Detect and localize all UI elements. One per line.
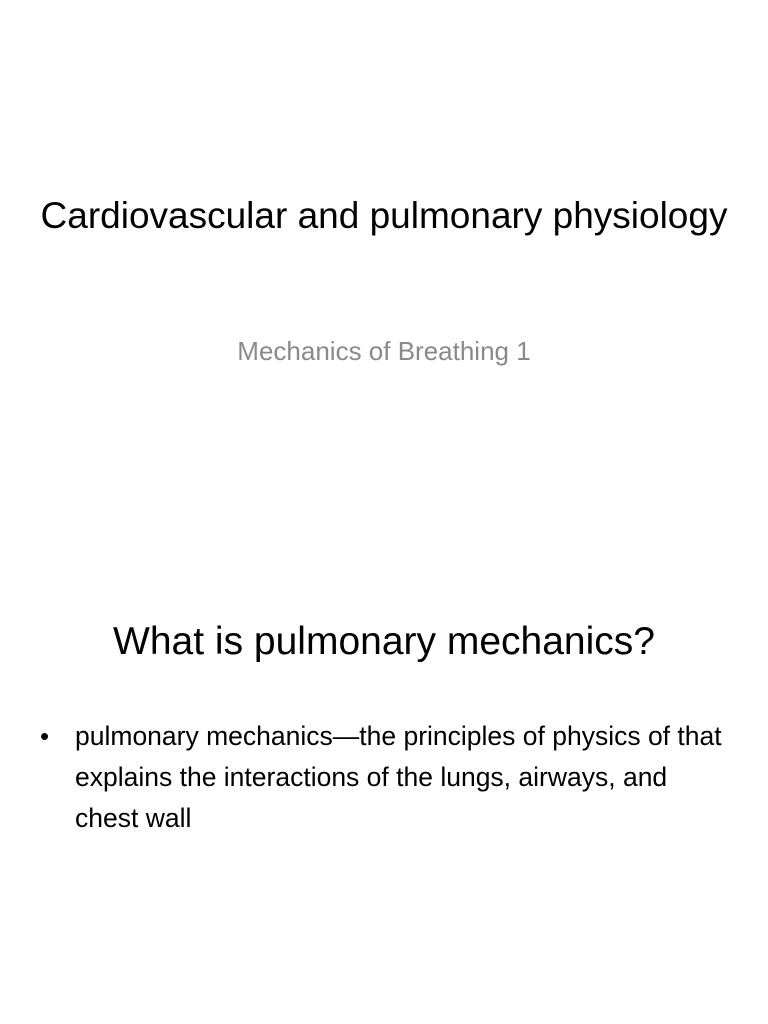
slide-2-title: What is pulmonary mechanics? — [113, 620, 655, 663]
bullet-list — [40, 716, 730, 839]
slide-1-subtitle: Mechanics of Breathing 1 — [237, 336, 531, 366]
bullet-text: pulmonary mechanics—the principles of physics of that explains the interactions of the lungs, airways, and chest wall — [75, 721, 722, 833]
bullet-icon: • — [40, 721, 50, 751]
slide-1-title-block — [40, 190, 728, 242]
bullet-item — [40, 716, 730, 839]
slide-1-title: Cardiovascular and pulmonary physiology — [40, 195, 728, 236]
slide-2 — [0, 512, 768, 1024]
